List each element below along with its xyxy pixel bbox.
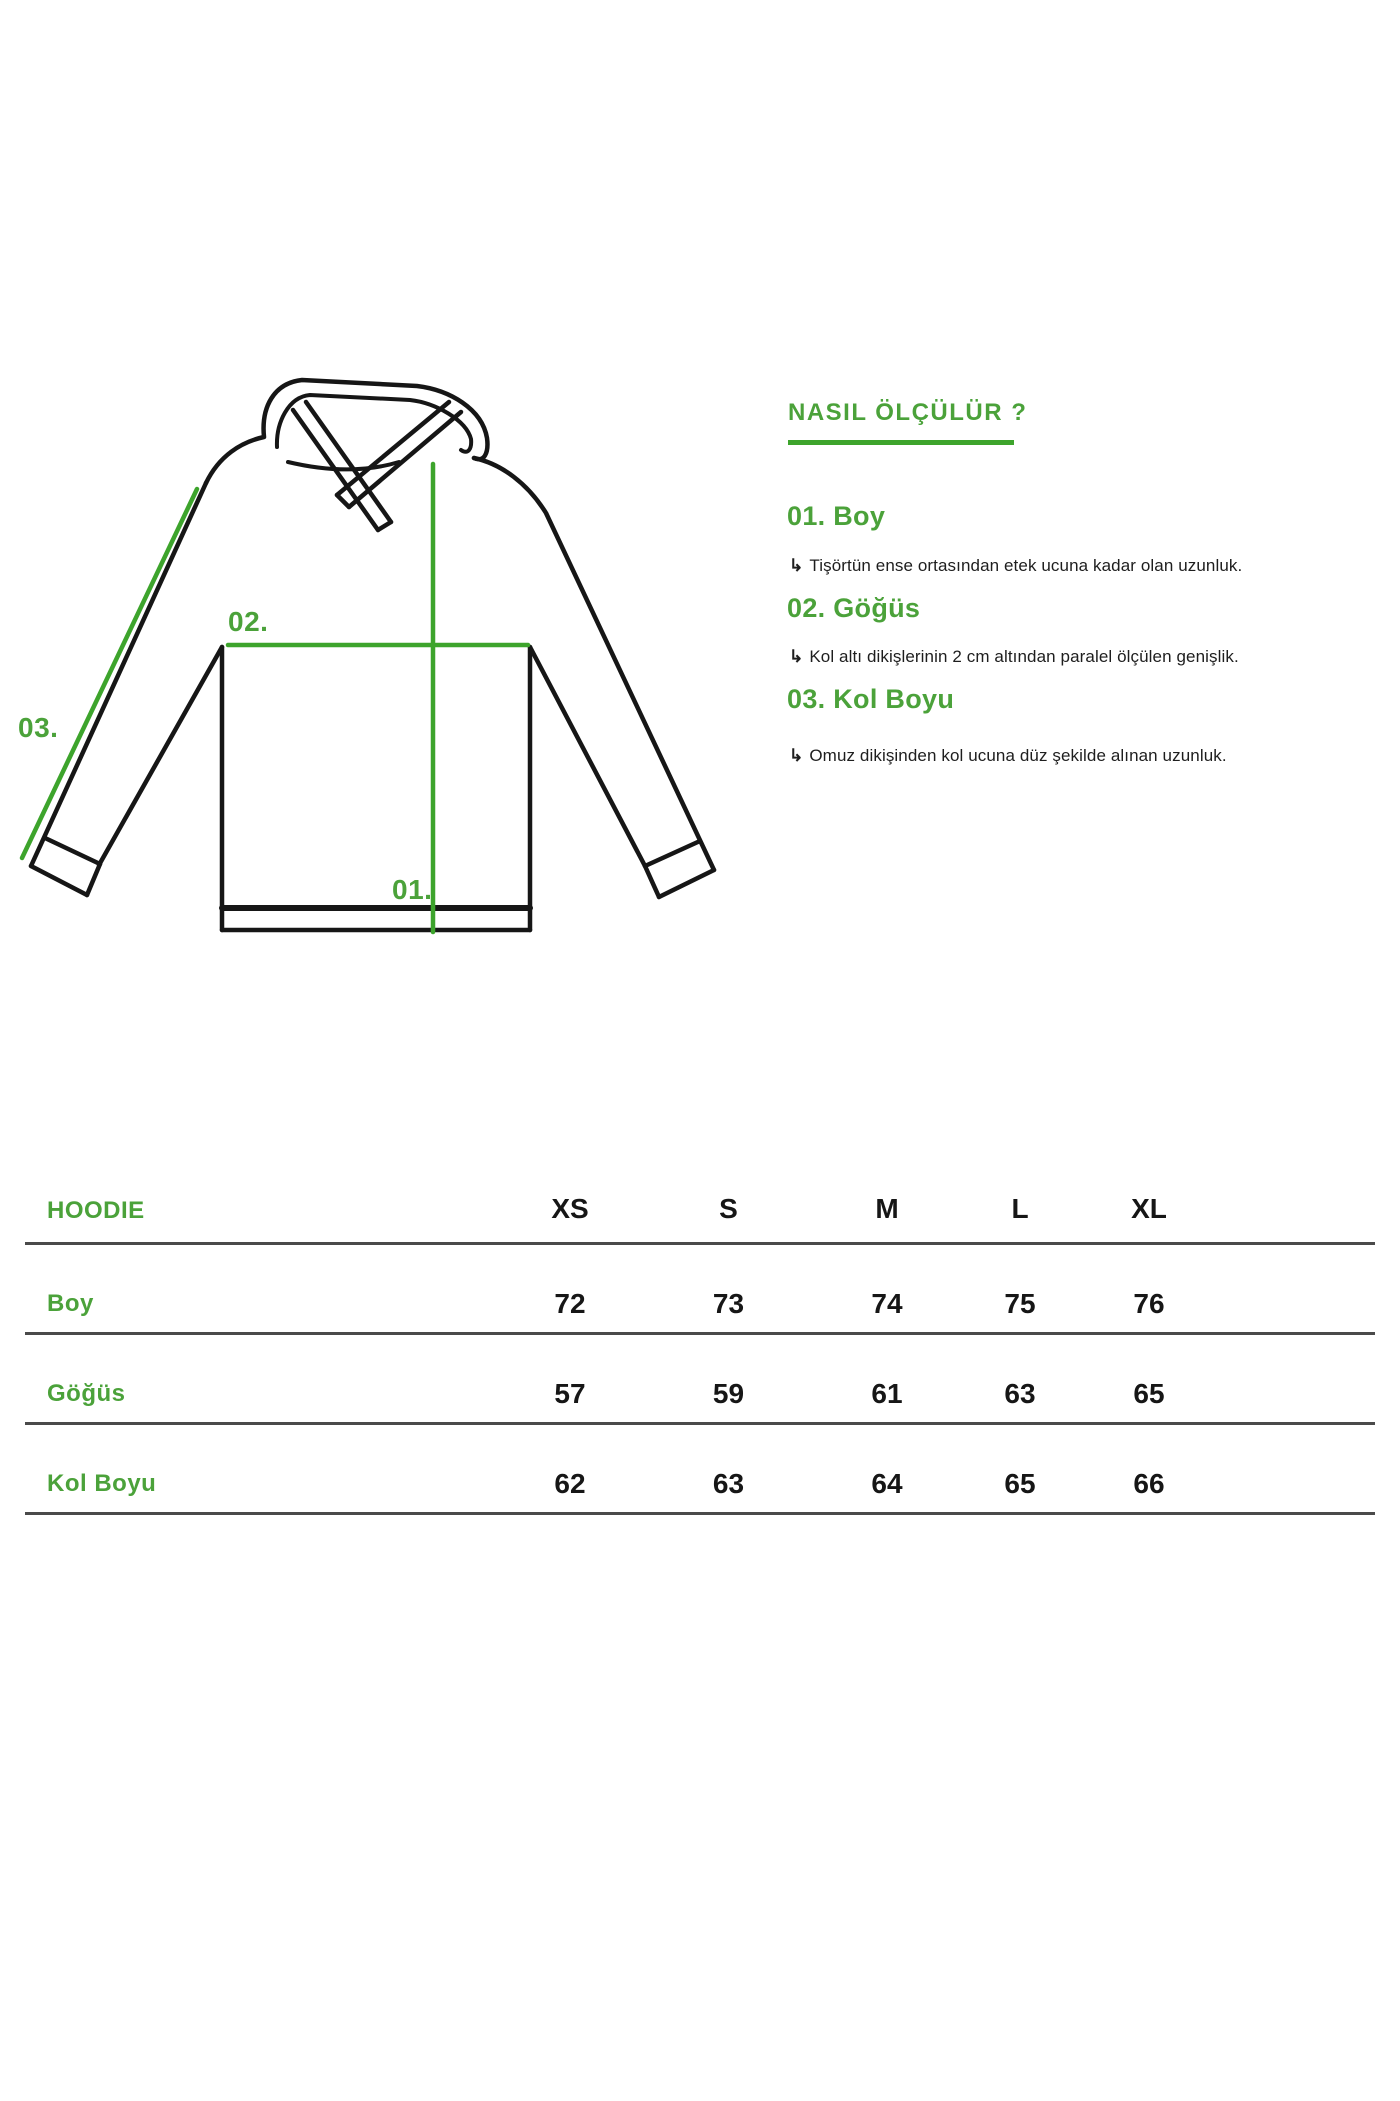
down-right-arrow-icon: ↳ [789,746,804,765]
table-row-boy [25,1245,1375,1335]
size-column-l: L [1011,1193,1029,1224]
section-heading-gogus: 02. Göğüs [787,593,921,623]
gogus-m: 61 [871,1378,903,1409]
gogus-xl: 65 [1133,1378,1165,1409]
header-filler [1225,1155,1375,1242]
boy-xl: 76 [1133,1288,1165,1319]
title-underline [788,440,1014,445]
table-row-kol-boyu [25,1425,1375,1515]
section-desc-gogus-text: Kol altı dikişlerinin 2 cm altından paralel ölçülen genişlik. [809,647,1239,666]
section-heading-boy: 01. Boy [787,501,886,531]
section-desc-kol-boyu [789,746,1227,766]
row-label-kol-boyu: Kol Boyu [47,1470,157,1497]
gogus-s: 59 [712,1378,745,1409]
size-table-product-title: HOODIE [47,1197,145,1224]
size-column-xs: XS [551,1193,589,1224]
size-column-m: M [875,1193,899,1224]
boy-m: 74 [871,1288,903,1319]
kol-boyu-l: 65 [1004,1468,1036,1499]
diagram-label-chest: 02. [228,606,269,637]
boy-l: 75 [1004,1288,1036,1319]
section-desc-boy [789,556,1242,576]
section-desc-kol-boyu-text: Omuz dikişinden kol ucuna düz şekilde alınan uzunluk. [809,746,1227,765]
size-column-xl: XL [1131,1193,1167,1224]
size-table [25,1155,1375,1515]
row-filler [1225,1425,1375,1512]
row-filler [1225,1245,1375,1332]
kol-boyu-s: 63 [712,1468,745,1499]
diagram-label-length: 01. [392,874,433,905]
down-right-arrow-icon: ↳ [789,556,804,575]
gogus-l: 63 [1004,1378,1036,1409]
section-desc-gogus [789,647,1239,667]
sleeve-measure-line [22,489,197,858]
gogus-xs: 57 [554,1378,586,1409]
kol-boyu-xs: 62 [554,1468,586,1499]
table-row-gogus [25,1335,1375,1425]
section-desc-boy-text: Tişörtün ense ortasından etek ucuna kadar olan uzunluk. [809,556,1243,575]
guide-title: NASIL ÖLÇÜLÜR ? [788,399,1028,426]
row-label-gogus: Göğüs [47,1380,126,1407]
down-right-arrow-icon: ↳ [789,647,804,666]
kol-boyu-xl: 66 [1133,1468,1165,1499]
boy-s: 73 [712,1288,745,1319]
size-column-s: S [719,1193,738,1224]
section-heading-kol-boyu: 03. Kol Boyu [787,684,955,714]
hoodie-outline [31,380,714,930]
size-table-header-row [25,1155,1375,1245]
hoodie-line-drawing [0,350,760,960]
kol-boyu-m: 64 [871,1468,903,1499]
row-filler [1225,1335,1375,1422]
row-label-boy: Boy [47,1290,94,1317]
boy-xs: 72 [554,1288,586,1319]
diagram-label-sleeve: 03. [18,712,59,743]
